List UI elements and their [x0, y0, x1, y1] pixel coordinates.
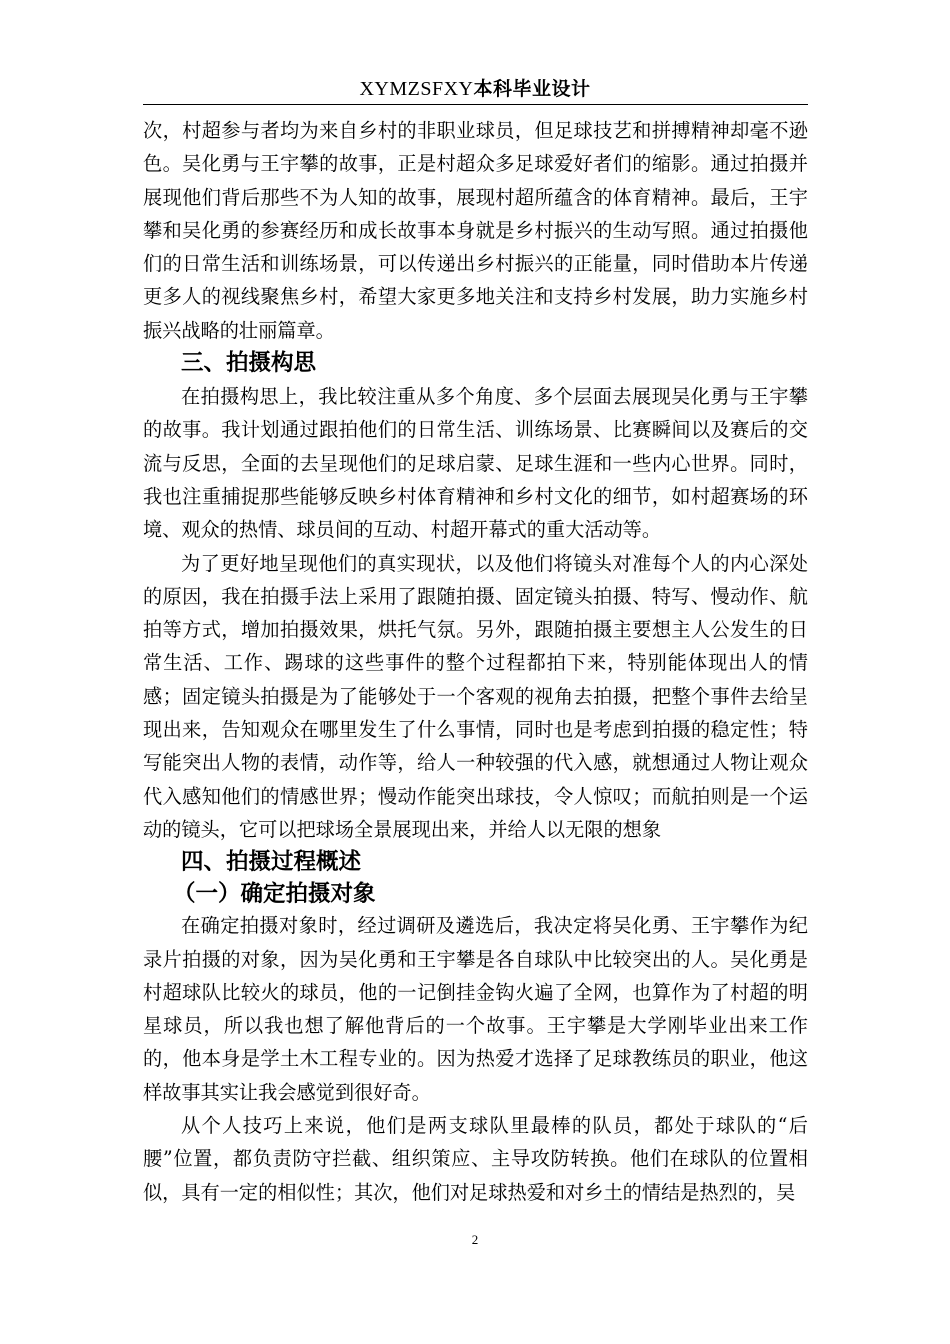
page-number: 2 [471, 1232, 479, 1247]
header-title: 本科毕业设计 [473, 78, 591, 100]
section-heading-4: 四、拍摄过程概述 [181, 849, 362, 876]
header-code: XYMZSFXY [359, 78, 474, 100]
header-divider [143, 104, 808, 105]
paragraph-subjects-2: 从个人技巧上来说，他们是两支球队里最棒的队员，都处于球队的“后腰”位置，都负责防守拦截、组织策应、主导攻防转换。他们在球队的位置相似，具有一定的相似性；其次，他们对足球热爱和对乡土的情结是热烈的，吴 [143, 1114, 808, 1204]
section-heading-3: 三、拍摄构思 [181, 350, 317, 377]
subsection-heading-1: （一）确定拍摄对象 [173, 881, 376, 908]
paragraph-concept-1: 在拍摄构思上，我比较注重从多个角度、多个层面去展现吴化勇与王宇攀的故事。我计划通过跟拍他们的日常生活、训练场景、比赛瞬间以及赛后的交流与反思，全面的去呈现他们的足球启蒙、足球生涯和一些内心世界。同时，我也注重捕捉那些能够反映乡村体育精神和乡村文化的细节，如村超赛场的环境、观众的热情、球员间的互动、村超开幕式的重大活动等。 [143, 385, 808, 542]
page-body [143, 114, 808, 1209]
paragraph-concept-2: 为了更好地呈现他们的真实现状，以及他们将镜头对准每个人的内心深处的原因，我在拍摄手法上采用了跟随拍摄、固定镜头拍摄、特写、慢动作、航拍等方式，增加拍摄效果，烘托气氛。另外，跟随拍摄主要想主人公发生的日常生活、工作、踢球的这些事件的整个过程都拍下来，特别能体现出人的情感；固定镜头拍摄是为了能够处于一个客观的视角去拍摄，把整个事件去给呈现出来，告知观众在哪里发生了什么事情，同时也是考虑到拍摄的稳定性；特写能突出人物的表情，动作等，给人一种较强的代入感，就想通过人物让观众代入感知他们的情感世界；慢动作能突出球技，令人惊叹；而航拍则是一个运动的镜头，它可以把球场全景展现出来，并给人以无限的想象 [143, 551, 808, 841]
paragraph-continuation: 次，村超参与者均为来自乡村的非职业球员，但足球技艺和拼搏精神却毫不逊色。吴化勇与王宇攀的故事，正是村超众多足球爱好者们的缩影。通过拍摄并展现他们背后那些不为人知的故事，展现村超所蕴含的体育精神。最后，王宇攀和吴化勇的参赛经历和成长故事本身就是乡村振兴的生动写照。通过拍摄他们的日常生活和训练场景，可以传递出乡村振兴的正能量，同时借助本片传递更多人的视线聚焦乡村，希望大家更多地关注和支持乡村发展，助力实施乡村振兴战略的壮丽篇章。 [143, 119, 808, 342]
paragraph-subjects-1: 在确定拍摄对象时，经过调研及遴选后，我决定将吴化勇、王宇攀作为纪录片拍摄的对象，因为吴化勇和王宇攀是各自球队中比较突出的人。吴化勇是村超球队比较火的球员，他的一记倒挂金钩火遍了全网，也算作为了村超的明星球员，所以我也想了解他背后的一个故事。王宇攀是大学刚毕业出来工作的，他本身是学土木工程专业的。因为热爱才选择了足球教练员的职业，他这样故事其实让我会感觉到很好奇。 [143, 914, 808, 1104]
page-header [0, 74, 950, 101]
